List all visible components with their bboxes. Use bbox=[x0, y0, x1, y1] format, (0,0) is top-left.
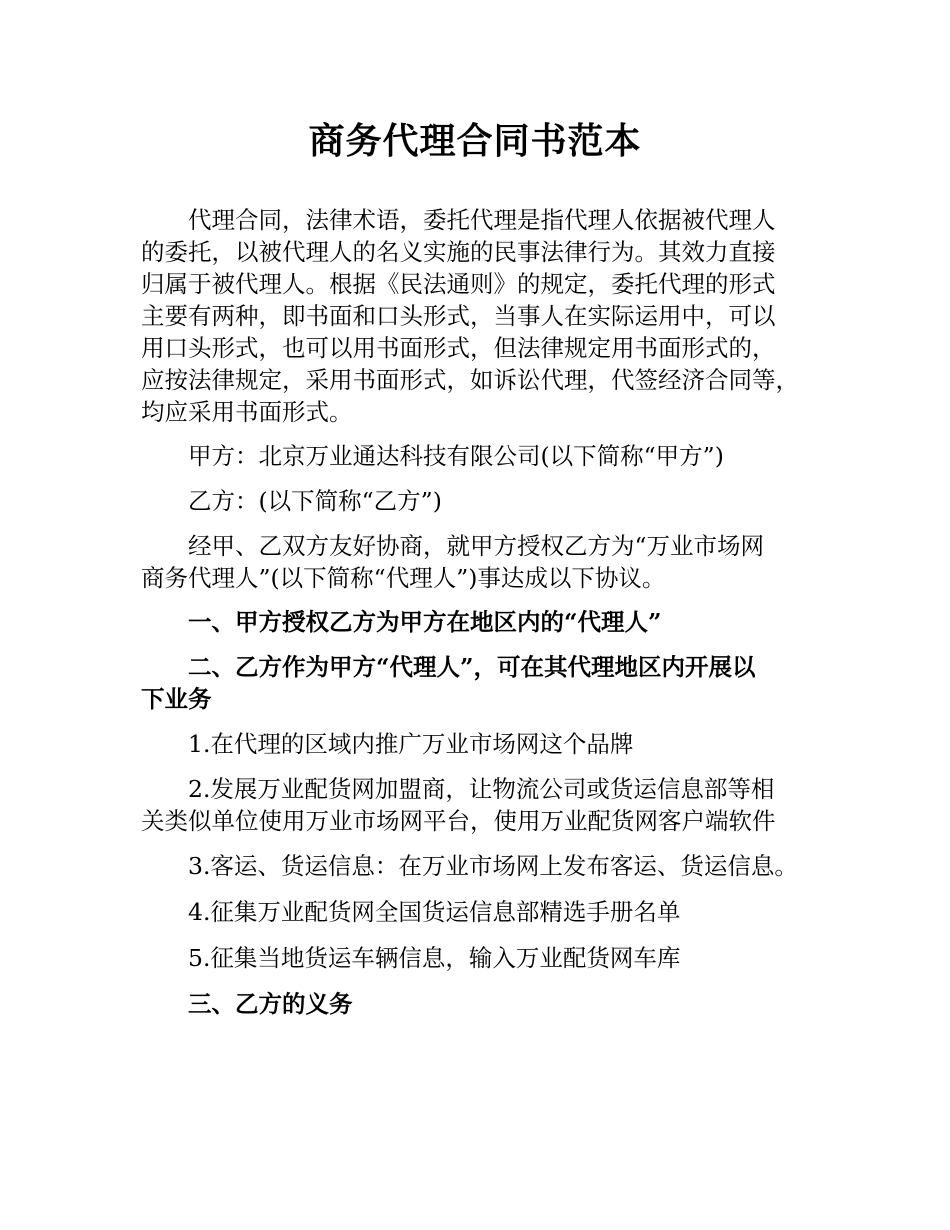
party-b-line: 乙方：(以下简称“乙方”) bbox=[188, 487, 442, 515]
party-a-line: 甲方：北京万业通达科技有限公司(以下简称“甲方”) bbox=[188, 442, 724, 470]
list-item-5: 5.征集当地货运车辆信息，输入万业配货网车库 bbox=[188, 944, 681, 972]
intro-line: 应按法律规定，采用书面形式，如诉讼代理，代签经济合同等， bbox=[141, 366, 799, 394]
section-2-line: 二、乙方作为甲方“代理人”，可在其代理地区内开展以 bbox=[188, 653, 756, 681]
agreement-line: 商务代理人”(以下简称“代理人”)事达成以下协议。 bbox=[141, 564, 666, 592]
intro-line: 归属于被代理人。根据《民法通则》的规定，委托代理的形式 bbox=[141, 270, 776, 298]
section-2-line: 下业务 bbox=[141, 685, 212, 713]
agreement-line: 经甲、乙双方友好协商，就甲方授权乙方为“万业市场网 bbox=[188, 532, 765, 560]
intro-line: 主要有两种，即书面和口头形式，当事人在实际运用中，可以 bbox=[141, 302, 776, 330]
section-1-heading: 一、甲方授权乙方为甲方在地区内的“代理人” bbox=[188, 608, 662, 636]
list-item-1: 1.在代理的区域内推广万业市场网这个品牌 bbox=[188, 730, 634, 758]
list-item-4: 4.征集万业配货网全国货运信息部精选手册名单 bbox=[188, 898, 681, 926]
section-3-heading: 三、乙方的义务 bbox=[188, 990, 353, 1018]
intro-line: 均应采用书面形式。 bbox=[141, 398, 353, 426]
list-item-2-line: 2.发展万业配货网加盟商，让物流公司或货运信息部等相 bbox=[188, 775, 775, 803]
intro-line: 用口头形式，也可以用书面形式，但法律规定用书面形式的， bbox=[141, 334, 776, 362]
intro-line: 的委托，以被代理人的名义实施的民事法律行为。其效力直接 bbox=[141, 238, 776, 266]
document-title: 商务代理合同书范本 bbox=[308, 121, 642, 162]
list-item-3: 3.客运、货运信息：在万业市场网上发布客运、货运信息。 bbox=[188, 852, 798, 880]
intro-line: 代理合同，法律术语，委托代理是指代理人依据被代理人 bbox=[188, 206, 776, 234]
list-item-2-line: 关类似单位使用万业市场网平台，使用万业配货网客户端软件 bbox=[141, 807, 776, 835]
